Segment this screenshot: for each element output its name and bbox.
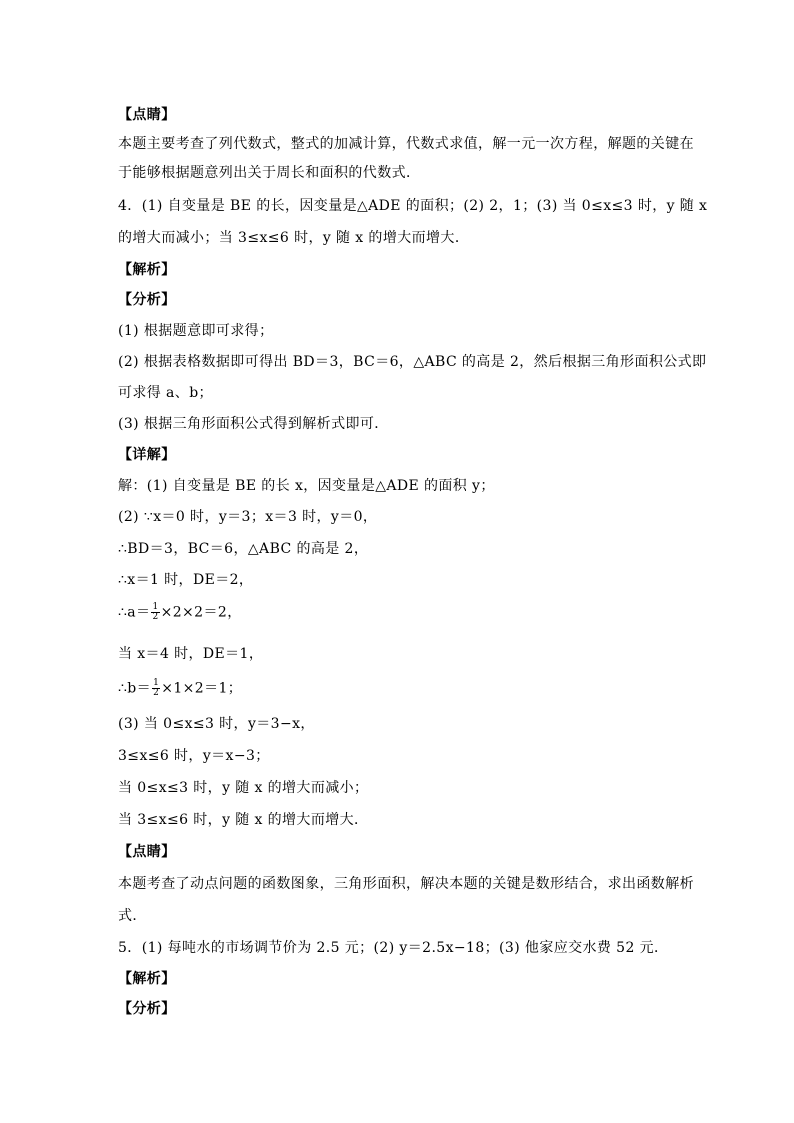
solution-line: (2) ∵x＝0 时，y＝3；x＝3 时，y＝0，	[118, 509, 378, 525]
section-heading-dianjing: 【点睛】	[118, 844, 176, 860]
section-heading-jiexi: 【解析】	[118, 971, 176, 987]
section-heading-fenxi: 【分析】	[118, 1001, 176, 1017]
fraction-numerator: 1	[152, 602, 159, 612]
section-heading-dianjing: 【点睛】	[118, 107, 176, 123]
paragraph-line: (3) 根据三角形面积公式得到解析式即可．	[118, 416, 389, 432]
equation-rhs: ×2×2＝2，	[160, 604, 242, 621]
paragraph-line: 于能够根据题意列出关于周长和面积的代数式．	[118, 165, 421, 181]
paragraph-line: 本题主要考查了列代数式，整式的加减计算，代数式求值，解一元一次方程，解题的关键在	[118, 136, 694, 152]
equation-lhs: ∴a＝	[118, 604, 151, 621]
fraction-one-half	[152, 679, 160, 698]
paragraph-line: (2) 根据表格数据即可得出 BD＝3，BC＝6，△ABC 的高是 2，然后根据三角形面积公式即	[118, 354, 707, 370]
solution-line: 当 3≤x≤6 时，y 随 x 的增大而增大．	[118, 812, 369, 828]
paragraph-line: 本题考查了动点问题的函数图象，三角形面积，解决本题的关键是数形结合，求出函数解析	[118, 876, 694, 892]
solution-line: (3) 当 0≤x≤3 时，y＝3−x，	[118, 716, 315, 732]
solution-line: 当 x＝4 时，DE＝1，	[118, 646, 264, 662]
fraction-denominator: 2	[152, 612, 159, 622]
paragraph-line: 的增大而减小；当 3≤x≤6 时，y 随 x 的增大而增大．	[118, 230, 470, 246]
solution-line: 解：(1) 自变量是 BE 的长 x，因变量是△ADE 的面积 y；	[118, 478, 495, 494]
fraction-denominator: 2	[153, 688, 160, 698]
section-heading-fenxi: 【分析】	[118, 292, 176, 308]
answer-line-q5: 5．(1) 每吨水的市场调节价为 2.5 元；(2) y＝2.5x−18；(3) 他家应交水费 52 元．	[118, 940, 669, 956]
equation-rhs: ×1×2＝1；	[161, 680, 243, 697]
solution-line: 3≤x≤6 时，y＝x−3；	[118, 748, 270, 764]
equation-lhs: ∴b＝	[118, 680, 152, 697]
section-heading-xiangjie: 【详解】	[118, 447, 176, 463]
paragraph-line: (1) 根据题意即可求得；	[118, 323, 274, 339]
fraction-one-half	[151, 603, 159, 622]
solution-line: ∴BD＝3，BC＝6，△ABC 的高是 2，	[118, 541, 369, 557]
equation-line-b	[118, 679, 242, 698]
paragraph-line: 可求得 a、b；	[118, 385, 213, 401]
fraction-numerator: 1	[153, 678, 160, 688]
section-heading-jiexi: 【解析】	[118, 262, 176, 278]
paragraph-line: 式．	[118, 908, 147, 924]
solution-line: ∴x＝1 时，DE＝2，	[118, 572, 254, 588]
solution-line: 当 0≤x≤3 时，y 随 x 的增大而减小；	[118, 780, 369, 796]
answer-line-q4: 4．(1) 自变量是 BE 的长，因变量是△ADE 的面积；(2) 2，1；(3) 当 0≤x≤3 时，y 随 x	[118, 198, 708, 214]
equation-line-a	[118, 603, 242, 622]
